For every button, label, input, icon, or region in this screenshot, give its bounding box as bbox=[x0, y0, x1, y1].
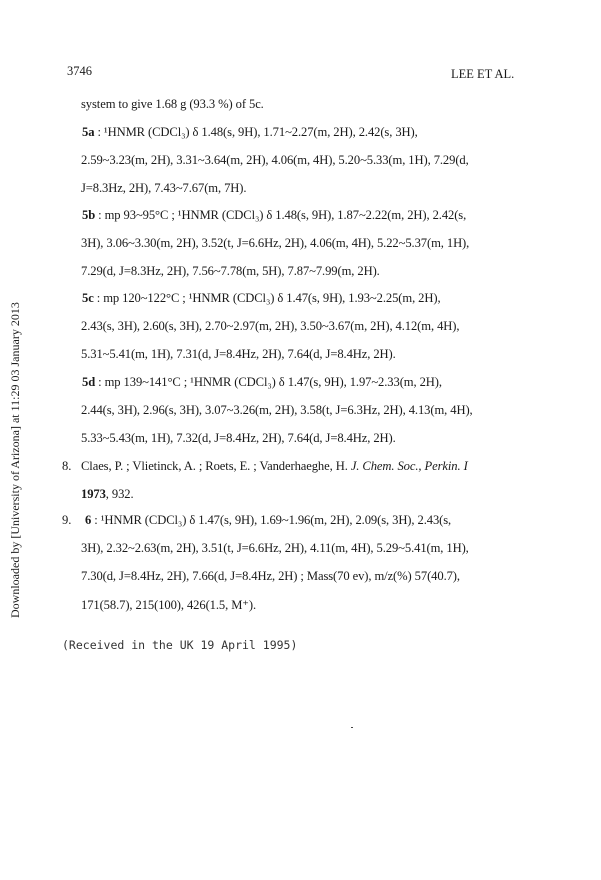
compound-5d-line-3: 5.33~5.43(m, 1H), 7.32(d, J=8.4Hz, 2H), 7.64(d, J=8.4Hz, 2H). bbox=[81, 431, 396, 445]
intro-line: system to give 1.68 g (93.3 %) of 5c. bbox=[81, 97, 264, 111]
compound-5c-line-2: 2.43(s, 3H), 2.60(s, 3H), 2.70~2.97(m, 2H), 3.50~3.67(m, 2H), 4.12(m, 4H), bbox=[81, 319, 460, 333]
compound-5b-line-2: 3H), 3.06~3.30(m, 2H), 3.52(t, J=6.6Hz, 2H), 4.06(m, 4H), 5.22~5.37(m, 1H), bbox=[81, 236, 470, 250]
reference-9-line-4: 171(58.7), 215(100), 426(1.5, M⁺). bbox=[81, 598, 256, 612]
compound-5a-line-1: 5a : ¹HNMR (CDCl₃) δ 1.48(s, 9H), 1.71~2.27(m, 2H), 2.42(s, 3H), bbox=[82, 125, 418, 139]
download-watermark: Downloaded by [University of Arizona] at 11:29 03 January 2013 bbox=[8, 302, 22, 618]
compound-5a-line-3: J=8.3Hz, 2H), 7.43~7.67(m, 7H). bbox=[81, 181, 247, 195]
compound-5a-line-2: 2.59~3.23(m, 2H), 3.31~3.64(m, 2H), 4.06(m, 4H), 5.20~5.33(m, 1H), 7.29(d, bbox=[81, 153, 469, 167]
compound-5b-line-3: 7.29(d, J=8.3Hz, 2H), 7.56~7.78(m, 5H), 7.87~7.99(m, 2H). bbox=[81, 264, 380, 278]
received-note: (Received in the UK 19 April 1995) bbox=[62, 638, 298, 652]
running-head: LEE ET AL. bbox=[451, 67, 515, 81]
reference-9-line-1: 6 : ¹HNMR (CDCl₃) δ 1.47(s, 9H), 1.69~1.96(m, 2H), 2.09(s, 3H), 2.43(s, bbox=[85, 513, 452, 527]
stray-mark bbox=[351, 727, 353, 728]
reference-8-line-1: Claes, P. ; Vlietinck, A. ; Roets, E. ; Vanderhaeghe, H. J. Chem. Soc., Perkin. I bbox=[81, 459, 468, 473]
compound-5d-line-2: 2.44(s, 3H), 2.96(s, 3H), 3.07~3.26(m, 2H), 3.58(t, J=6.3Hz, 2H), 4.13(m, 4H), bbox=[81, 403, 473, 417]
page-number: 3746 bbox=[67, 64, 92, 78]
compound-5d-line-1: 5d : mp 139~141°C ; ¹HNMR (CDCl₃) δ 1.47(s, 9H), 1.97~2.33(m, 2H), bbox=[82, 375, 442, 389]
reference-9-number: 9. bbox=[62, 513, 72, 527]
compound-5c-line-1: 5c : mp 120~122°C ; ¹HNMR (CDCl₃) δ 1.47(s, 9H), 1.93~2.25(m, 2H), bbox=[82, 291, 441, 305]
compound-5c-line-3: 5.31~5.41(m, 1H), 7.31(d, J=8.4Hz, 2H), 7.64(d, J=8.4Hz, 2H). bbox=[81, 347, 396, 361]
reference-8-line-2: 1973, 932. bbox=[81, 487, 134, 501]
compound-5b-line-1: 5b : mp 93~95°C ; ¹HNMR (CDCl₃) δ 1.48(s, 9H), 1.87~2.22(m, 2H), 2.42(s, bbox=[82, 208, 467, 222]
reference-8-number: 8. bbox=[62, 459, 72, 473]
reference-9-line-2: 3H), 2.32~2.63(m, 2H), 3.51(t, J=6.6Hz, 2H), 4.11(m, 4H), 5.29~5.41(m, 1H), bbox=[81, 541, 469, 555]
reference-9-line-3: 7.30(d, J=8.4Hz, 2H), 7.66(d, J=8.4Hz, 2H) ; Mass(70 ev), m/z(%) 57(40.7), bbox=[81, 569, 460, 583]
